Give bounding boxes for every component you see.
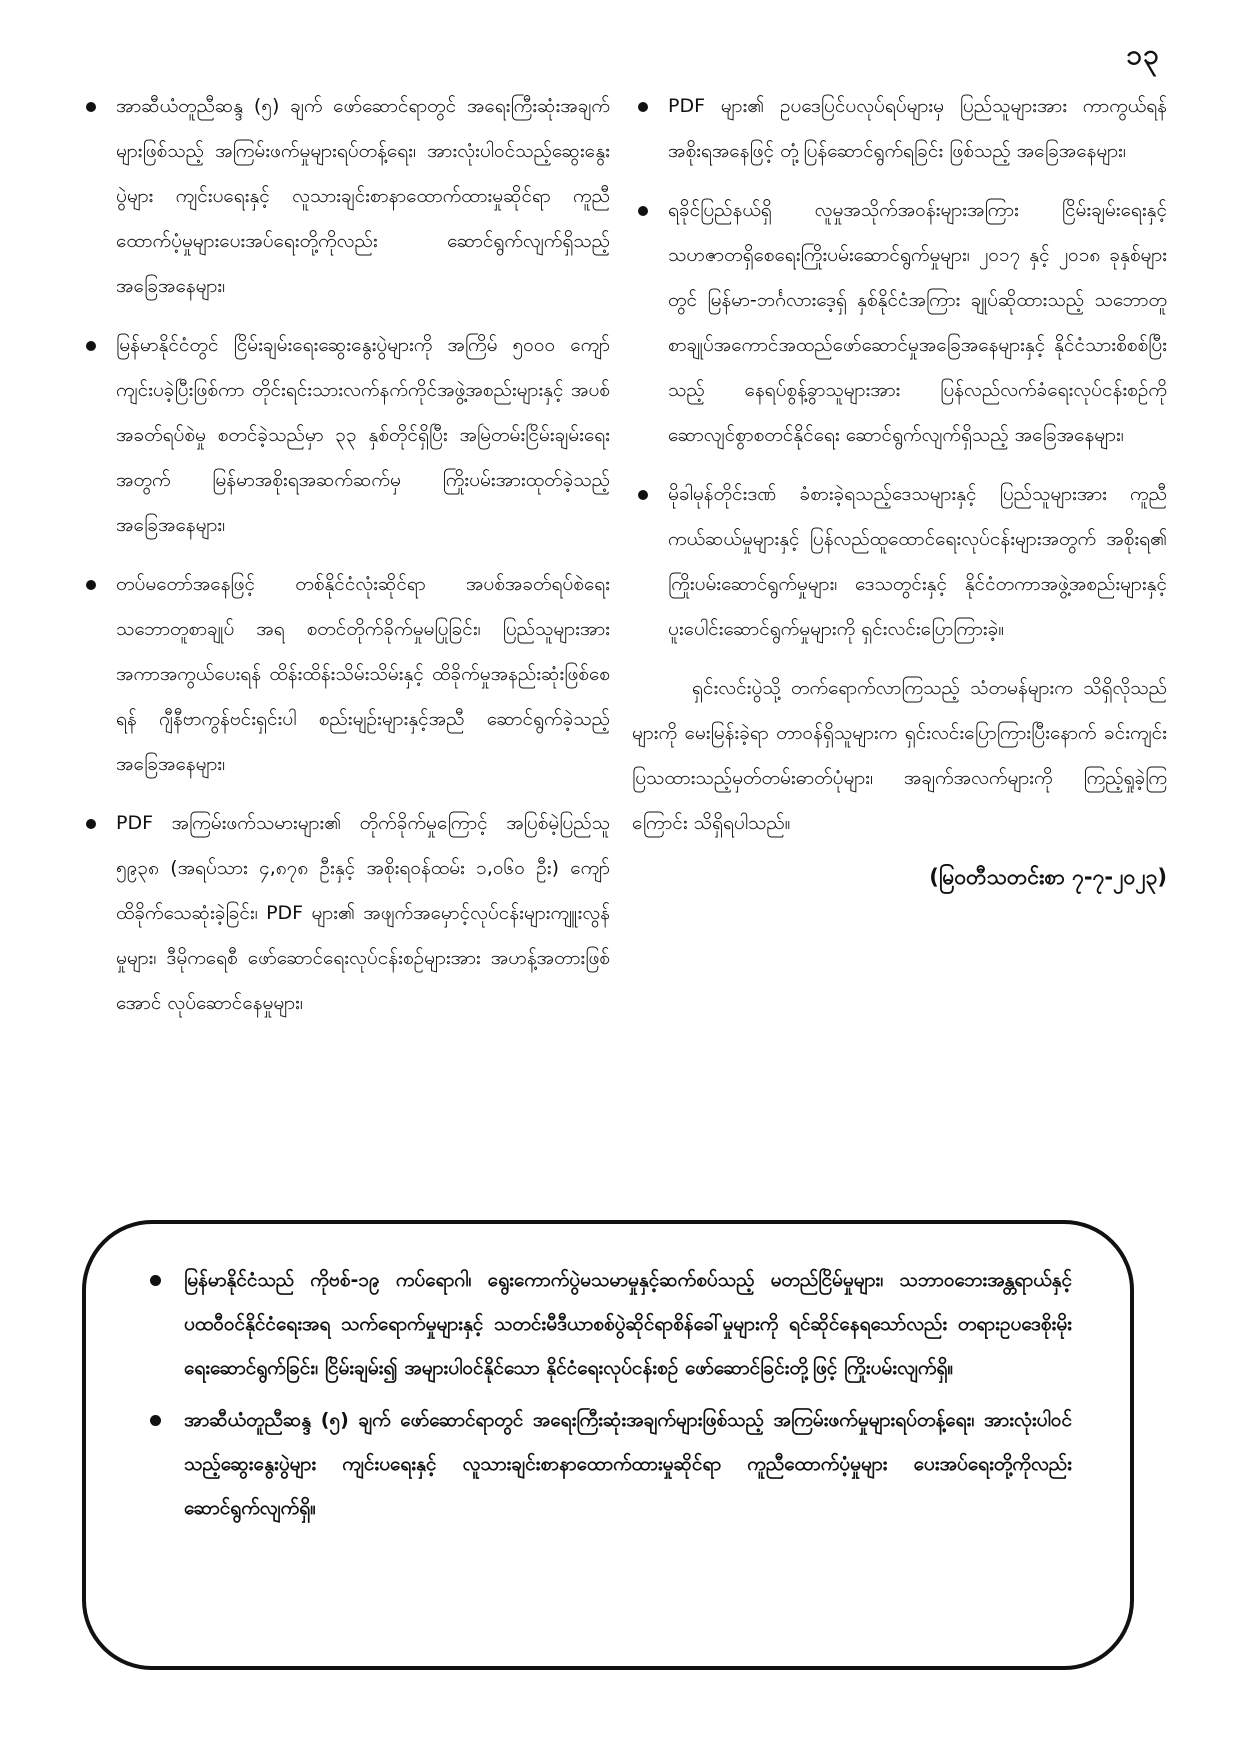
list-item-text: တပ်မတော်အနေဖြင့် တစ်နိုင်ငံလုံးဆိုင်ရာ အပစ်အခတ်ရပ်စဲရေးသဘောတူစာချုပ် အရ စတင်တိုက်ခိုက်မှုမပြုခြင်း၊ ပြည်သူများအား အကာအကွယ်ပေးရန် ထိန်းထိန်းသိမ်းသိမ်းနှင့် ထိခိုက်မှုအနည်းဆုံးဖြစ်စေရန် ဂျီနီဗာကွန်ဗင်းရှင်းပါ စည်းမျဉ်းများနှင့်အညီ ဆောင်ရွက်ခဲ့သည့်အခြေအနေများ၊ (116, 573, 610, 775)
right-column (632, 84, 1167, 895)
list-item (80, 562, 610, 787)
summary-item (144, 1258, 1072, 1390)
list-item (80, 84, 610, 309)
summary-item-text: မြန်မာနိုင်ငံသည် ကိုဗစ်-၁၉ ကပ်ရောဂါ၊ ရွေးကောက်ပွဲမသမာမှုနှင့်ဆက်စပ်သည့် မတည်ငြိမ်မှုများ၊ သဘာဝဘေးအန္တရာယ်နှင့် ပထဝီဝင်နိုင်ငံရေးအရ သက်ရောက်မှုများနှင့် သတင်းမီဒီယာစစ်ပွဲဆိုင်ရာစိန်ခေါ်မှုများကို ရင်ဆိုင်နေရသော်လည်း တရားဥပဒေစိုးမိုးရေးဆောင်ရွက်ခြင်း၊ ငြိမ်းချမ်း၍ အများပါဝင်နိုင်သော နိုင်ငံရေးလုပ်ငန်းစဉ် ဖော်ဆောင်ခြင်းတို့ဖြင့် ကြိုးပမ်းလျက်ရှိ။ (184, 1269, 1072, 1379)
list-item-text: မိုခါမုန်တိုင်းဒဏ် ခံစားခဲ့ရသည့်ဒေသများနှင့် ပြည်သူများအား ကူညီကယ်ဆယ်မှုများနှင့် ပြန်လည်ထူထောင်ရေးလုပ်ငန်းများအတွက် အစိုးရ၏ ကြိုးပမ်းဆောင်ရွက်မှုများ၊ ဒေသတွင်းနှင့် နိုင်ငံတကာအဖွဲ့အစည်းများနှင့် ပူးပေါင်းဆောင်ရွက်မှုများကို ရှင်းလင်းပြောကြားခဲ့။ (668, 483, 1167, 640)
list-item (80, 323, 610, 548)
list-item (632, 188, 1167, 458)
bullet-icon (638, 206, 648, 216)
bullet-icon (86, 102, 96, 112)
summary-item-text: အာဆီယံတူညီဆန္ဒ (၅) ချက် ဖော်ဆောင်ရာတွင် အရေးကြီးဆုံးအချက်များဖြစ်သည့် အကြမ်းဖက်မှုများရပ်တန့်ရေး၊ အားလုံးပါဝင်သည့်ဆွေးနွေးပွဲများ ကျင်းပရေးနှင့် လူသားချင်းစာနာထောက်ထားမှုဆိုင်ရာ ကူညီထောက်ပံ့မှုများ ပေးအပ်ရေးတို့ကိုလည်း ဆောင်ရွက်လျက်ရှိ။ (184, 1409, 1072, 1519)
summary-box (82, 1220, 1134, 1670)
left-bullet-list (80, 84, 610, 1026)
list-item (632, 472, 1167, 652)
summary-bullet-list (144, 1258, 1072, 1530)
bullet-icon (86, 341, 96, 351)
bullet-icon (638, 102, 648, 112)
list-item-text: မြန်မာနိုင်ငံတွင် ငြိမ်းချမ်းရေးဆွေးနွေးပွဲများကို အကြိမ် ၅၀၀၀ ကျော် ကျင်းပခဲ့ပြီးဖြစ်ကာ တိုင်းရင်းသားလက်နက်ကိုင်အဖွဲ့အစည်းများနှင့် အပစ်အခတ်ရပ်စဲမှု စတင်ခဲ့သည်မှာ ၃၃ နှစ်တိုင်ရှိပြီး အမြဲတမ်းငြိမ်းချမ်းရေးအတွက် မြန်မာအစိုးရအဆက်ဆက်မှ ကြိုးပမ်းအားထုတ်ခဲ့သည့် အခြေအနေများ၊ (116, 334, 610, 536)
bullet-icon (150, 1415, 161, 1426)
list-item-text: PDF အကြမ်းဖက်သမားများ၏ တိုက်ခိုက်မှုကြောင့် အပြစ်မဲ့ပြည်သူ ၅၉၃၈ (အရပ်သား ၄,၈၇၈ ဦးနှင့် အစိုးရဝန်ထမ်း ၁,၀၆၀ ဦး) ကျော် ထိခိုက်သေဆုံးခဲ့ခြင်း၊ PDF များ၏ အဖျက်အမှောင့်လုပ်ငန်းများကျူးလွန်မှုများ၊ ဒီမိုကရေစီ ဖော်ဆောင်ရေးလုပ်ငန်းစဉ်များအား အဟန့်အတားဖြစ်အောင် လုပ်ဆောင်နေမှုများ၊ (116, 812, 610, 1014)
left-column (80, 84, 610, 1040)
page-number: ၁၃ (1126, 38, 1160, 71)
list-item-text: ရခိုင်ပြည်နယ်ရှိ လူမှုအသိုက်အဝန်းများအကြား ငြိမ်းချမ်းရေးနှင့် သဟဇာတရှိစေရေးကြိုးပမ်းဆောင်ရွက်မှုများ၊ ၂၀၁၇ နှင့် ၂၀၁၈ ခုနှစ်များတွင် မြန်မာ-ဘင်္ဂလားဒေ့ရှ် နှစ်နိုင်ငံအကြား ချုပ်ဆိုထားသည့် သဘောတူစာချုပ်အကောင်အထည်ဖော်ဆောင်မှုအခြေအနေများနှင့် နိုင်ငံသားစိစစ်ပြီးသည့် နေရပ်စွန့်ခွာသူများအား ပြန်လည်လက်ခံရေးလုပ်ငန်းစဉ်ကို ဆောလျင်စွာစတင်နိုင်ရေး ဆောင်ရွက်လျက်ရှိသည့် အခြေအနေများ၊ (668, 199, 1167, 446)
right-bullet-list (632, 84, 1167, 652)
source-citation: (မြဝတီသတင်းစာ ၇-၇-၂၀၂၃) (929, 865, 1167, 889)
bullet-icon (86, 580, 96, 590)
list-item-text: PDF များ၏ ဥပဒေပြင်ပလုပ်ရပ်များမှ ပြည်သူများအား ကာကွယ်ရန် အစိုးရအနေဖြင့် တုံ့ပြန်ဆောင်ရွက်ရခြင်း ဖြစ်သည့် အခြေအနေများ၊ (668, 95, 1167, 162)
list-item-text: အာဆီယံတူညီဆန္ဒ (၅) ချက် ဖော်ဆောင်ရာတွင် အရေးကြီးဆုံးအချက်များဖြစ်သည့် အကြမ်းဖက်မှုများရပ်တန့်ရေး၊ အားလုံးပါဝင်သည့်ဆွေးနွေးပွဲများ ကျင်းပရေးနှင့် လူသားချင်းစာနာထောက်ထားမှုဆိုင်ရာ ကူညီထောက်ပံ့မှုများပေးအပ်ရေးတို့ကိုလည်း ဆောင်ရွက်လျက်ရှိသည့် အခြေအနေများ၊ (116, 95, 610, 297)
bullet-icon (86, 819, 96, 829)
bullet-icon (638, 490, 648, 500)
list-item (632, 84, 1167, 174)
closing-paragraph: ရှင်းလင်းပွဲသို့ တက်ရောက်လာကြသည့် သံတမန်များက သိရှိလိုသည်များကို မေးမြန်းခဲ့ရာ တာဝန်ရှိသူများက ရှင်းလင်းပြောကြားပြီးနောက် ခင်းကျင်းပြသထားသည့်မှတ်တမ်းဓာတ်ပုံများ၊ အချက်အလက်များကို ကြည့်ရှုခဲ့ကြကြောင်း သိရှိရပါသည်။ (632, 677, 1167, 834)
summary-item (144, 1398, 1072, 1530)
list-item (80, 801, 610, 1026)
bullet-icon (150, 1275, 161, 1286)
